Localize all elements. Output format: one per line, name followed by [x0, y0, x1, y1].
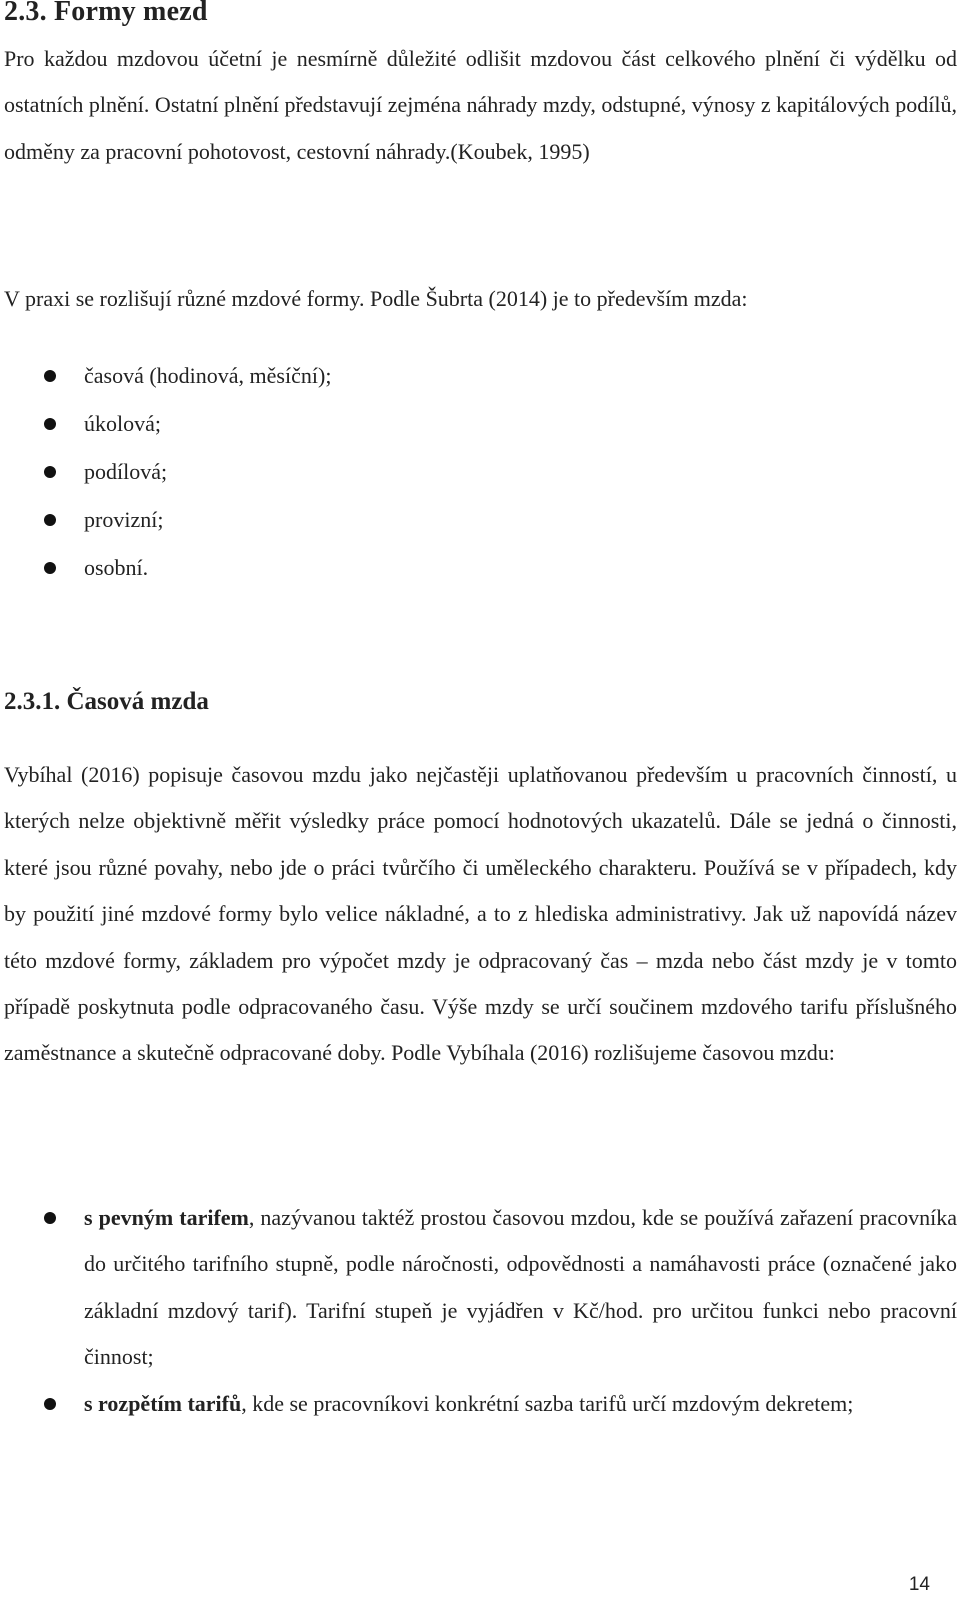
list-item	[0, 1381, 957, 1427]
list-item	[0, 1195, 957, 1381]
wage-forms-list	[0, 352, 950, 592]
bullet-icon	[44, 418, 56, 430]
term-bold: s pevným tarifem	[84, 1205, 249, 1230]
bullet-icon	[44, 1398, 56, 1410]
list-item: časová (hodinová, měsíční);	[0, 352, 950, 400]
subsection-heading: 2.3.1. Časová mzda	[4, 688, 209, 715]
term-description: , kde se pracovníkovi konkrétní sazba tarifů určí mzdovým dekretem;	[241, 1390, 854, 1416]
list-item: provizní;	[0, 496, 950, 544]
bullet-icon	[44, 466, 56, 478]
section-heading: 2.3. Formy mezd	[4, 0, 208, 27]
bullet-icon	[44, 562, 56, 574]
bullet-icon	[44, 1212, 56, 1224]
time-wage-types-list	[0, 1195, 957, 1427]
intro-paragraph: Pro každou mzdovou účetní je nesmírně důležité odlišit mzdovou část celkového plnění či výdělku od ostatních plnění. Ostatní plnění představují zejména náhrady mzdy, odstupné, výnosy z kapitálových podílů, odměny za pracovní pohotovost, cestovní náhrady.(Koubek, 1995)	[4, 46, 957, 164]
list-item: úkolová;	[0, 400, 950, 448]
time-wage-paragraph: Vybíhal (2016) popisuje časovou mzdu jako nejčastěji uplatňovanou především u pracovních činností, u kterých nelze objektivně měřit výsledky práce pomocí hodnotových ukazatelů. Dále se jedná o činnosti, které jsou různé povahy, nebo jde o práci tvůrčího či uměleckého charakteru. Používá se v případech, kdy by použití jiné mzdové formy bylo velice nákladné, a to z hlediska administrativy. Jak už napovídá název této mzdové formy, základem pro výpočet mzdy je odpracovaný čas – mzda nebo část mzdy je v tomto případě poskytnuta podle odpracovaného času. Výše mzdy se určí součinem mzdového tarifu příslušného zaměstnance a skutečně odpracované doby. Podle Vybíhala (2016) rozlišujeme časovou mzdu:	[4, 762, 957, 1066]
term-description: , nazývanou taktéž prostou časovou mzdou, kde se používá zařazení pracovníka do určitého tarifního stupně, podle náročnosti, odpovědnosti a namáhavosti práce (označené jako základní mzdový tarif). Tarifní stupeň je vyjádřen v Kč/hod. pro určitou funkci nebo pracovní činnost;	[84, 1205, 957, 1370]
list-item: osobní.	[0, 544, 950, 592]
list-item: podílová;	[0, 448, 950, 496]
wage-forms-intro: V praxi se rozlišují různé mzdové formy. Podle Šubrta (2014) je to především mzda:	[4, 286, 748, 311]
page-number: 14	[908, 1574, 930, 1595]
term-bold: s rozpětím tarifů	[84, 1390, 242, 1416]
bullet-icon	[44, 370, 56, 382]
bullet-icon	[44, 514, 56, 526]
